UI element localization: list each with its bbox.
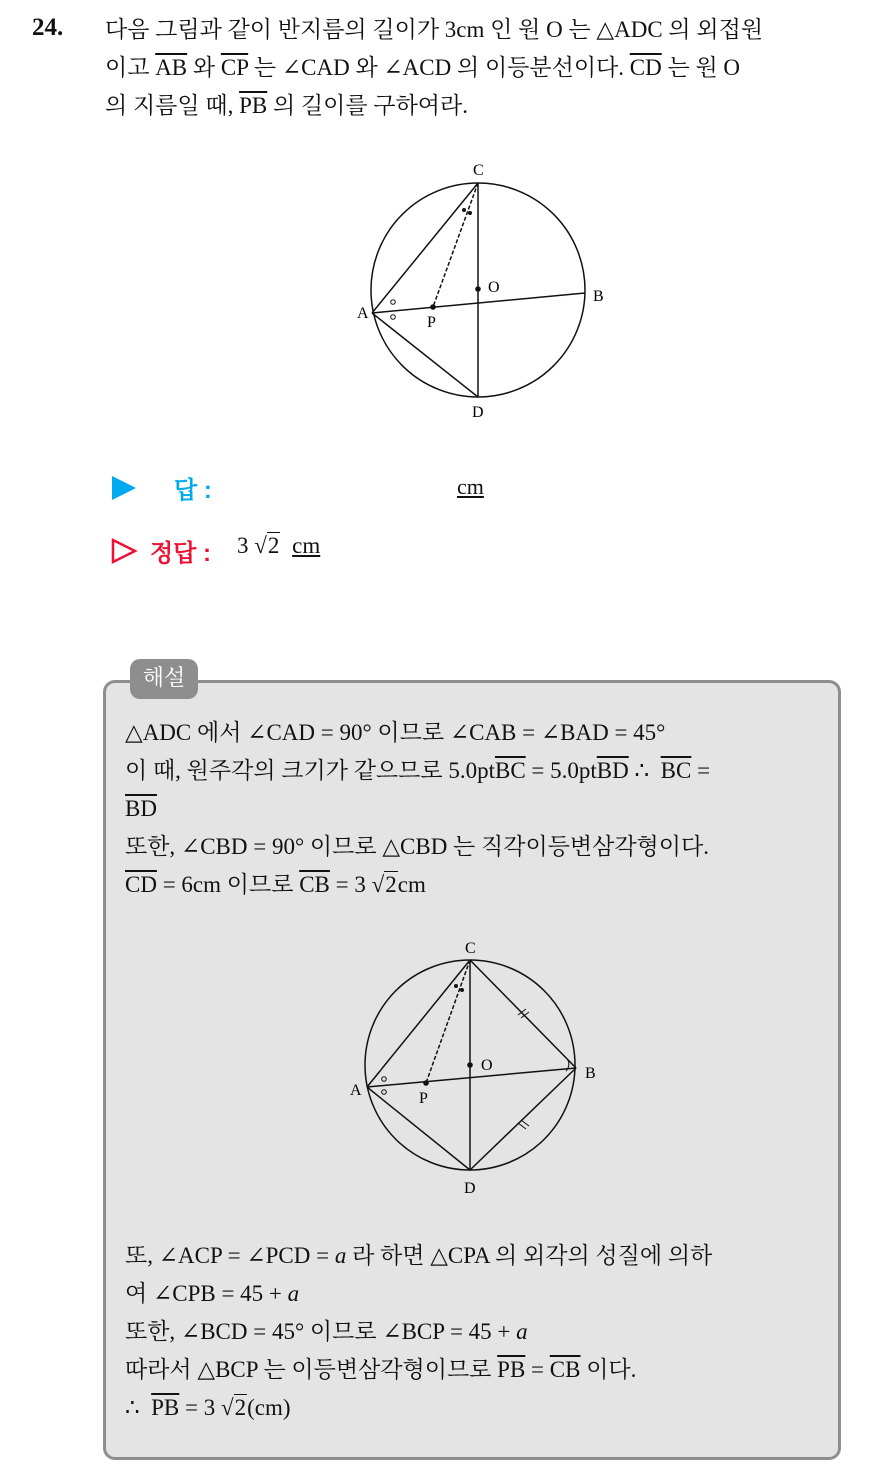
label-p: P bbox=[427, 314, 436, 331]
segment-cp bbox=[433, 183, 478, 307]
label-d: D bbox=[472, 404, 484, 421]
answer-unit[interactable]: cm bbox=[457, 474, 484, 499]
segment-cb bbox=[470, 960, 576, 1068]
question-number: 24. bbox=[32, 14, 64, 41]
explanation-line-1: △ADC 에서 ∠CAD = 90° 이므로 ∠CAB = ∠BAD = 45° bbox=[125, 720, 666, 745]
angle-mark-dot bbox=[454, 984, 458, 988]
segment-ad bbox=[372, 313, 478, 397]
explanation-line-3: $\overline{BD}$ bbox=[125, 796, 157, 821]
label-c: C bbox=[473, 162, 484, 179]
answer-row bbox=[110, 470, 212, 505]
tick-mark bbox=[518, 1123, 526, 1129]
angle-mark-circle bbox=[382, 1090, 387, 1095]
angle-mark-dot bbox=[460, 988, 464, 992]
explanation-line-2: 이 때, 원주각의 크기가 같으므로 $5.0pt\overline{BC} = 5.0pt\overline{BD}$ ∴ $\overline{BC}$ = bbox=[125, 758, 711, 783]
answer-label: 답 : bbox=[174, 477, 212, 504]
correct-unit: cm bbox=[292, 533, 321, 558]
outline-arrow-icon bbox=[110, 537, 138, 565]
angle-mark-dot bbox=[468, 211, 472, 215]
angle-mark-circle bbox=[382, 1077, 387, 1082]
explanation-line-4: 또한, ∠CBD = 90° 이므로 △CBD 는 직각이등변삼각형이다. bbox=[125, 834, 709, 859]
segment-cp bbox=[426, 960, 470, 1083]
question-line-2: 이고 $\overline{AB}$ 와 $\overline{CP}$ 는 ∠CAD 와 ∠ACD 의 이등분선이다. $\overline{CD}$ 는 원 O bbox=[105, 55, 741, 80]
label-o: O bbox=[488, 279, 500, 296]
correct-answer-label: 정답 : bbox=[150, 540, 212, 567]
explanation-line-10: ∴ $\overline{PB} = 3$ √2(cm) bbox=[125, 1395, 291, 1420]
center-point-o bbox=[467, 1062, 473, 1068]
angle-mark-circle bbox=[391, 300, 396, 305]
label-c: C bbox=[465, 940, 476, 957]
circle-figure-2 bbox=[340, 935, 610, 1205]
angle-mark-circle bbox=[391, 315, 396, 320]
label-d: D bbox=[464, 1180, 476, 1197]
correct-radical: √ bbox=[254, 533, 267, 558]
label-o: O bbox=[481, 1057, 493, 1074]
question-line-1: 다음 그림과 같이 반지름의 길이가 3cm 인 원 O 는 △ADC 의 외접원 bbox=[105, 17, 764, 42]
circle-figure-1 bbox=[350, 155, 620, 430]
label-a: A bbox=[357, 305, 369, 322]
explanation-line-5: $\overline{CD} = 6cm$ 이므로 $\overline{CB} = 3$ √2cm bbox=[125, 872, 426, 897]
segment-ac bbox=[367, 960, 470, 1087]
tick-mark bbox=[521, 1120, 529, 1126]
correct-answer-row bbox=[110, 533, 211, 568]
label-b: B bbox=[585, 1065, 596, 1082]
point-p bbox=[423, 1080, 429, 1086]
question-line-3: 의 지름일 때, $\overline{PB}$ 의 길이를 구하여라. bbox=[105, 93, 468, 118]
play-arrow-icon bbox=[110, 474, 138, 502]
explanation-line-9: 따라서 △BCP 는 이등변삼각형이므로 $\overline{PB} = \overline{CB}$ 이다. bbox=[125, 1357, 637, 1382]
point-p bbox=[430, 304, 436, 310]
segment-ac bbox=[372, 183, 478, 313]
explanation-line-7: 여 ∠CPB = 45 + a bbox=[125, 1281, 300, 1306]
correct-radicand: 2 bbox=[267, 533, 280, 558]
segment-ab bbox=[367, 1068, 576, 1087]
angle-mark-dot bbox=[462, 208, 466, 212]
explanation-line-8: 또한, ∠BCD = 45° 이므로 ∠BCP = 45 + a bbox=[125, 1319, 528, 1344]
explanation-tag: 해설 bbox=[130, 659, 198, 699]
label-a: A bbox=[350, 1082, 362, 1099]
correct-coef: 3 bbox=[237, 533, 249, 558]
label-b: B bbox=[593, 288, 604, 305]
label-p: P bbox=[419, 1090, 428, 1107]
explanation-line-6: 또, ∠ACP = ∠PCD = a 라 하면 △CPA 의 외각의 성질에 의하 bbox=[125, 1243, 713, 1268]
correct-answer-value bbox=[237, 533, 320, 559]
center-point-o bbox=[475, 286, 481, 292]
